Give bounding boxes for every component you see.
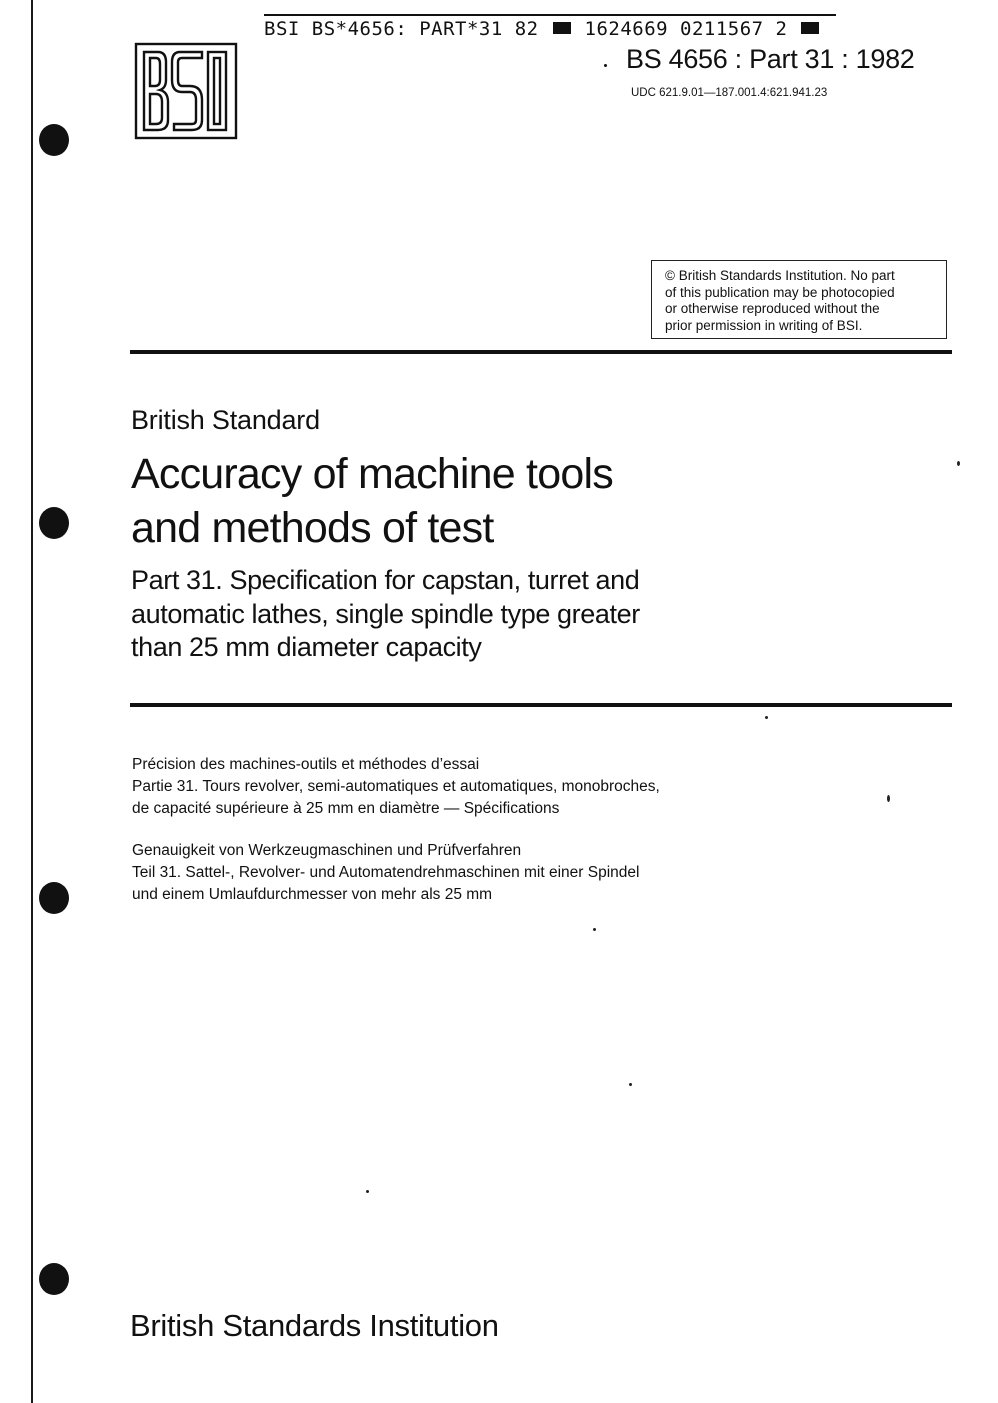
- header-code-text: BSI BS*4656: PART*31 82: [264, 18, 539, 40]
- copyright-line: © British Standards Institution. No part: [665, 268, 895, 283]
- copyright-notice: [651, 260, 947, 339]
- french-title: [132, 754, 832, 820]
- redaction-block: [553, 22, 571, 34]
- divider-bottom: [130, 703, 952, 707]
- udc-number: UDC 621.9.01—187.001.4:621.941.23: [631, 87, 828, 99]
- title-line: and methods of test: [131, 504, 494, 552]
- page-left-edge: [31, 0, 33, 1403]
- standard-number: BS 4656 : Part 31 : 1982: [626, 44, 915, 74]
- publisher-name: British Standards Institution: [130, 1308, 499, 1343]
- scan-speck: [629, 1083, 632, 1086]
- header-code: [264, 14, 836, 42]
- french-line: Partie 31. Tours revolver, semi-automatiques et automatiques, monobroches,: [132, 778, 660, 795]
- document-title: [131, 447, 851, 555]
- copyright-line: or otherwise reproduced without the: [665, 301, 880, 316]
- german-line: Genauigkeit von Werkzeugmaschinen und Prüfverfahren: [132, 842, 522, 859]
- bsi-logo: [134, 42, 238, 140]
- punch-hole: [39, 1263, 69, 1295]
- title-line: Accuracy of machine tools: [131, 450, 613, 498]
- copyright-line: of this publication may be photocopied: [665, 284, 895, 300]
- subtitle-line: automatic lathes, single spindle type greater: [131, 598, 640, 629]
- scan-speck: [366, 1190, 369, 1193]
- document-subtitle: [131, 564, 831, 665]
- scan-speck: [593, 928, 596, 931]
- header-code-numbers: 1624669 0211567 2: [584, 18, 788, 40]
- scan-speck: [887, 795, 890, 802]
- german-line: und einem Umlaufdurchmesser von mehr als 25 mm: [132, 886, 493, 903]
- german-title: [132, 840, 832, 906]
- subtitle-line: Part 31. Specification for capstan, turret and: [131, 565, 640, 595]
- french-line: Précision des machines-outils et méthodes d’essai: [132, 756, 480, 773]
- subtitle-line: than 25 mm diameter capacity: [131, 632, 482, 662]
- punch-hole: [39, 882, 69, 914]
- scan-speck: [604, 64, 607, 67]
- french-line: de capacité supérieure à 25 mm en diamètre — Spécifications: [132, 800, 560, 817]
- document-kicker: British Standard: [131, 405, 320, 435]
- divider-top: [130, 350, 952, 354]
- scan-speck: [765, 716, 768, 719]
- german-line: Teil 31. Sattel-, Revolver- und Automatendrehmaschinen mit einer Spindel: [132, 864, 640, 881]
- scan-speck: [957, 461, 960, 466]
- punch-hole: [39, 507, 69, 539]
- punch-hole: [39, 124, 69, 156]
- redaction-block: [801, 22, 819, 34]
- copyright-line: prior permission in writing of BSI.: [665, 317, 863, 333]
